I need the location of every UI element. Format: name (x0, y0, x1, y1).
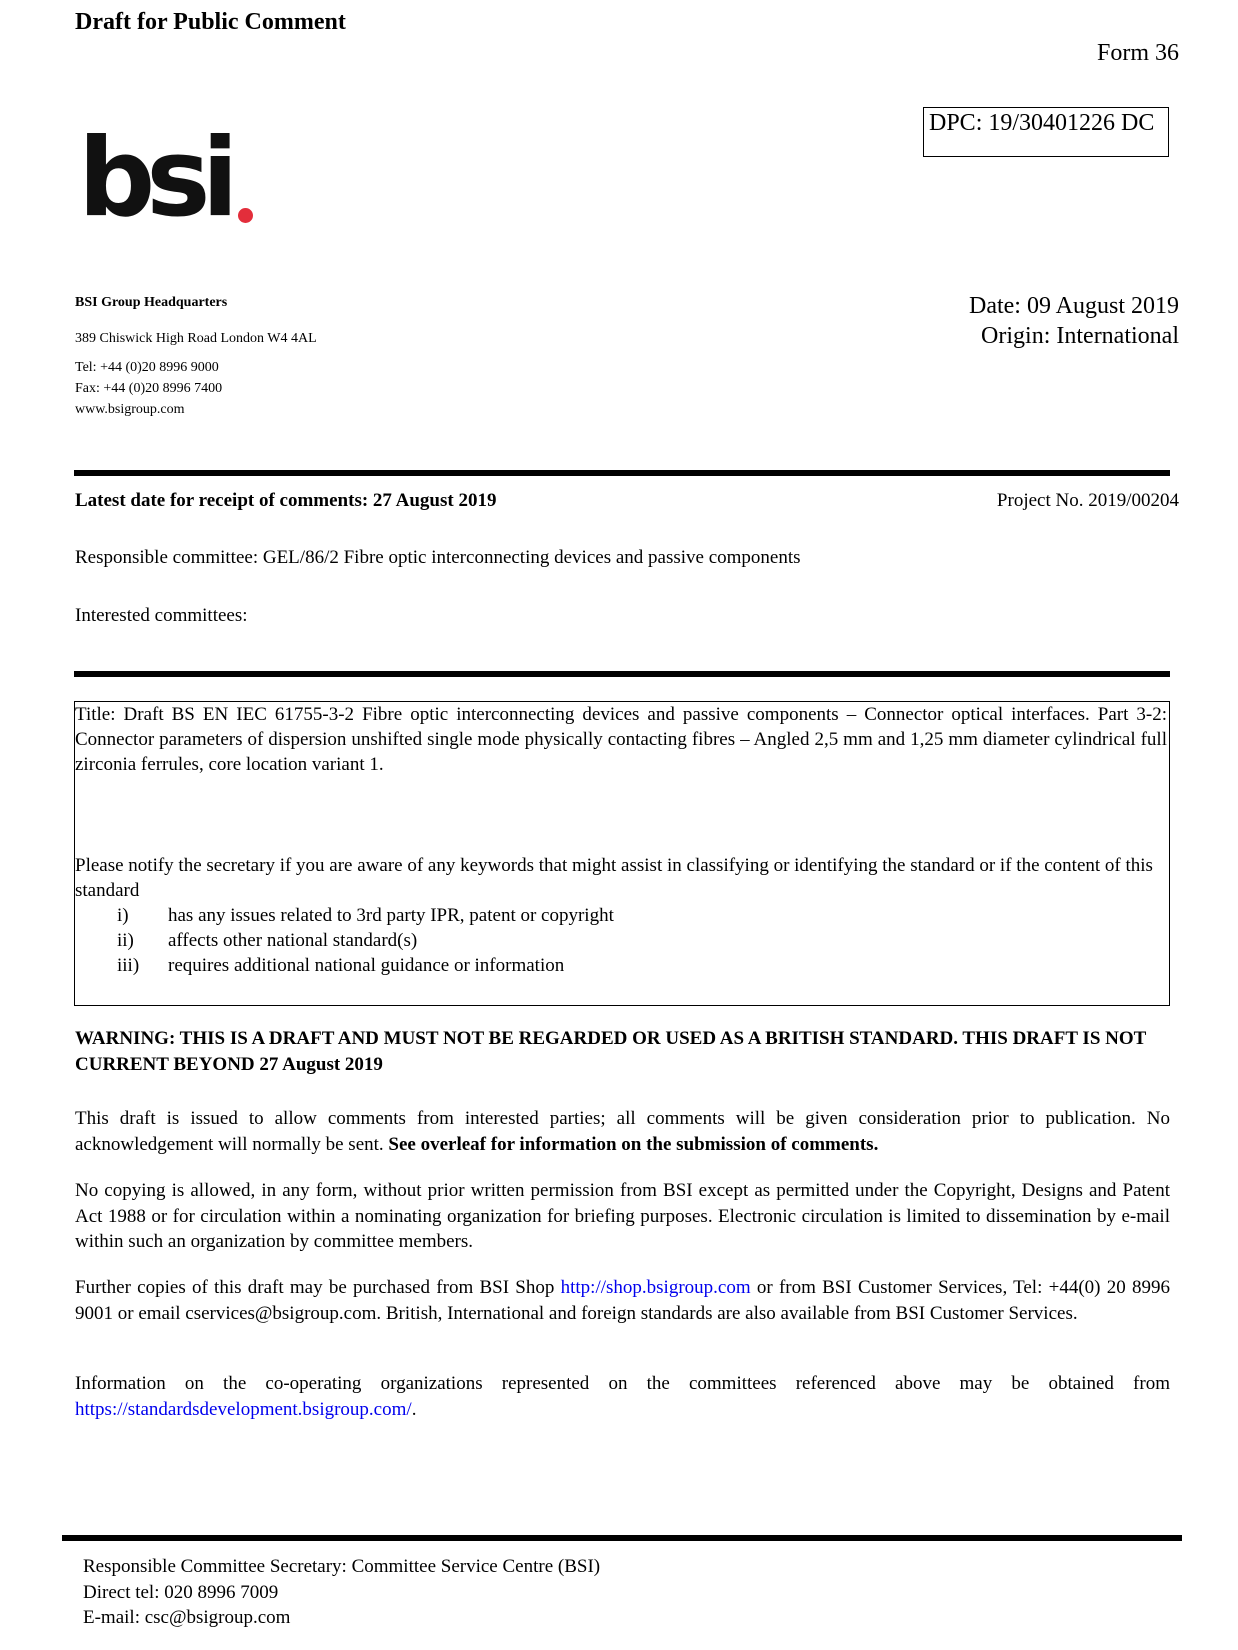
hq-name: BSI Group Headquarters (75, 295, 228, 310)
draft-title: Title: Draft BS EN IEC 61755-3-2 Fibre optic interconnecting devices and passive components – Connector optical interfaces. Part 3-2: Connector parameters of dispersion unshifted single mode physically contacting fibres – Angled 2,5 mm and 1,25 mm diameter cylindrical full zirconia ferrules, core location variant 1. (75, 704, 1167, 775)
middle-divider (74, 671, 1170, 677)
dpc-reference-box: DPC: 19/30401226 DC (923, 107, 1169, 157)
comment-notice-paragraph (75, 1106, 1170, 1157)
overleaf-note: See overleaf for information on the submission of comments. (388, 1133, 879, 1155)
form-number: Form 36 (1096, 40, 1179, 66)
list-item-text: affects other national standard(s) (168, 930, 418, 951)
footer-email: E-mail: csc@bsigroup.com (83, 1607, 291, 1628)
notify-instructions: Please notify the secretary if you are aware of any keywords that might assist in classifying or identifying the standard or if the content of this standard (75, 855, 1153, 901)
bsi-shop-link[interactable]: http://shop.bsigroup.com (560, 1277, 751, 1298)
title-box (74, 701, 1170, 1006)
list-item-number: ii) (117, 930, 134, 951)
organizations-paragraph (75, 1371, 1170, 1422)
hq-fax: Fax: +44 (0)20 8996 7400 (75, 381, 223, 396)
draft-warning: WARNING: THIS IS A DRAFT AND MUST NOT BE REGARDED OR USED AS A BRITISH STANDARD. THIS DRAFT IS NOT CURRENT BEYOND 27 August 2019 (75, 1028, 1146, 1075)
list-item (117, 928, 614, 953)
organizations-text-after: . (411, 1398, 417, 1420)
footer-secretary: Responsible Committee Secretary: Committee Service Centre (BSI) (83, 1556, 601, 1577)
document-origin: Origin: International (981, 323, 1179, 349)
bsi-logo-dot (238, 208, 253, 223)
responsible-committee: Responsible committee: GEL/86/2 Fibre optic interconnecting devices and passive components (75, 547, 801, 568)
comment-notice-text: This draft is issued to allow comments from interested parties; all comments will be given consideration prior to publication. No acknowledgement will normally be sent. (75, 1108, 1170, 1155)
copying-paragraph: No copying is allowed, in any form, without prior written permission from BSI except as permitted under the Copyright, Designs and Patent Act 1988 or for circulation within a nominating organization for briefing purposes. Electronic circulation is limited to dissemination by e-mail within such an organization by committee members. (75, 1180, 1170, 1252)
top-divider (74, 470, 1170, 476)
hq-website: www.bsigroup.com (75, 402, 185, 417)
organizations-text-before: Information on the co-operating organizations represented on the committees referenced above may be obtained from (75, 1373, 1170, 1394)
draft-heading: Draft for Public Comment (75, 9, 346, 35)
bsi-logo (78, 116, 253, 241)
list-item-text: requires additional national guidance or information (168, 955, 565, 976)
hq-address: 389 Chiswick High Road London W4 4AL (75, 331, 317, 346)
purchase-paragraph (75, 1275, 1170, 1326)
list-item (117, 953, 614, 978)
list-item-number: iii) (117, 955, 140, 976)
list-item-text: has any issues related to 3rd party IPR, patent or copyright (168, 905, 614, 926)
footer-direct-tel: Direct tel: 020 8996 7009 (83, 1582, 279, 1603)
hq-tel: Tel: +44 (0)20 8996 9000 (75, 360, 219, 375)
latest-comment-date: Latest date for receipt of comments: 27 August 2019 (75, 490, 497, 511)
document-date: Date: 09 August 2019 (969, 293, 1179, 319)
purchase-text-before: Further copies of this draft may be purchased from BSI Shop (75, 1277, 561, 1298)
project-number: Project No. 2019/00204 (996, 490, 1179, 511)
bottom-divider (62, 1535, 1182, 1541)
list-item-number: i) (117, 905, 129, 926)
bsi-logo-text: bsi (78, 116, 230, 241)
interested-committees: Interested committees: (75, 605, 248, 626)
list-item (117, 903, 614, 928)
purchase-text-after: or from BSI Customer Services, Tel: +44(0) 20 8996 9001 or email cservices@bsigroup.com. British, International and foreign standards are also available from BSI Customer Services. (75, 1277, 1170, 1324)
notify-list (117, 903, 614, 978)
standards-development-link[interactable]: https://standardsdevelopment.bsigroup.com/ (75, 1398, 412, 1420)
